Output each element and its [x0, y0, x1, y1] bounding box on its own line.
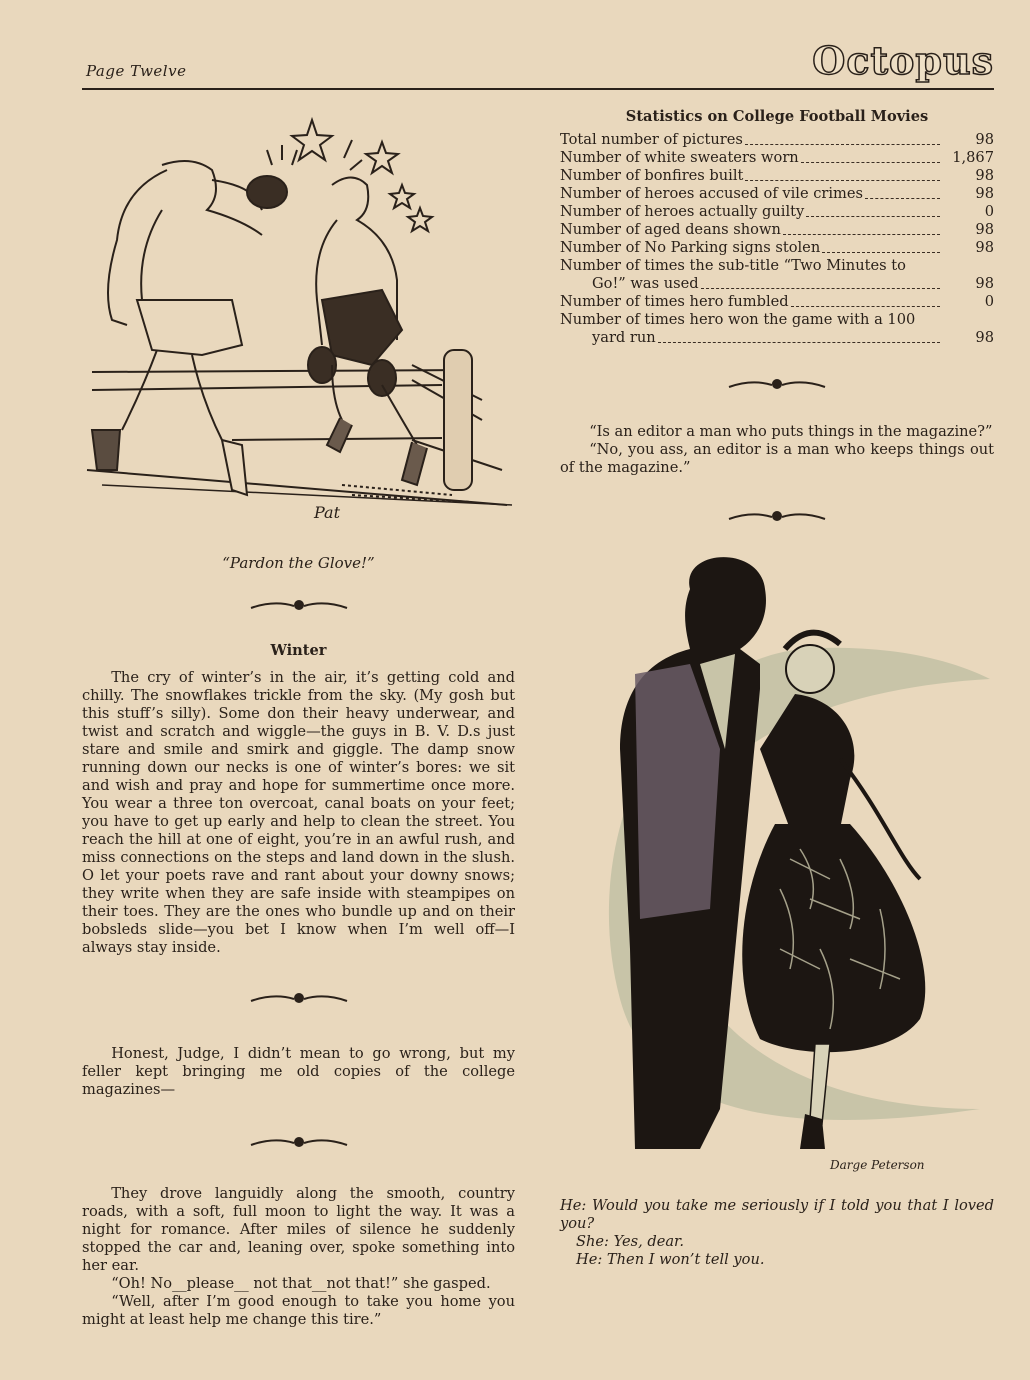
stats-label: Number of No Parking signs stolen	[560, 239, 821, 256]
stats-label: Number of bonfires built	[560, 167, 744, 184]
stats-title: Statistics on College Football Movies	[625, 108, 929, 125]
moon-couple-illustration	[560, 549, 994, 1189]
stats-value: 98	[975, 275, 994, 292]
stats-label: Number of times hero fumbled	[560, 293, 789, 310]
stats-label-continuation: Go!” was used	[592, 275, 699, 292]
stats-row-continuation	[560, 275, 994, 293]
page-label: Page Twelve	[86, 62, 187, 80]
ornament-divider	[727, 377, 827, 393]
stats-row	[560, 311, 994, 329]
stats-row-continuation	[560, 329, 994, 347]
stats-label: Number of white sweaters worn	[560, 149, 799, 166]
stats-table	[560, 131, 994, 347]
stats-row	[560, 167, 994, 185]
stats-label: Number of heroes accused of vile crimes	[560, 185, 864, 202]
stats-value: 98	[975, 221, 994, 238]
stats-row	[560, 293, 994, 311]
stats-label: Number of heroes actually guilty	[560, 203, 805, 220]
stats-label-continuation: yard run	[592, 329, 656, 346]
stats-row	[560, 221, 994, 239]
stats-label: Number of aged deans shown	[560, 221, 781, 238]
cartoon-signature: Pat	[314, 503, 341, 522]
stats-value: 98	[975, 329, 994, 346]
editor-question: “Is an editor a man who puts things in the magazine?”	[589, 423, 993, 440]
stats-label: Total number of pictures	[560, 131, 743, 148]
dialogue-line-3: He: Then I won’t tell you.	[576, 1251, 765, 1268]
cartoon-caption: “Pardon the Glove!”	[222, 554, 375, 572]
dialogue-line-1: He: Would you take me seriously if I told you that I loved you?	[560, 1197, 994, 1232]
stats-value: 0	[984, 293, 994, 310]
ornament-divider	[249, 598, 349, 614]
left-column	[82, 100, 515, 1329]
illustration-signature: Darge Peterson	[830, 1158, 925, 1172]
stats-label: Number of times the sub-title “Two Minutes to	[560, 257, 906, 274]
stats-row	[560, 239, 994, 257]
header-rule	[82, 88, 994, 90]
stats-row	[560, 149, 994, 167]
stats-row	[560, 131, 994, 149]
stats-label: Number of times hero won the game with a 100	[560, 311, 916, 328]
drive-paragraph-2: “Oh! No__please__ not that__not that!” she gasped.	[111, 1275, 491, 1292]
ornament-divider	[249, 991, 349, 1007]
stats-value: 98	[975, 185, 994, 202]
stats-value: 98	[975, 131, 994, 148]
judge-body: Honest, Judge, I didn’t mean to go wrong, but my feller kept bringing me old copies of the college magazines—	[82, 1045, 515, 1098]
boxing-cartoon	[82, 100, 515, 530]
stats-value: 98	[975, 239, 994, 256]
stats-value: 98	[975, 167, 994, 184]
stats-value: 1,867	[952, 149, 994, 166]
right-column	[560, 100, 994, 1269]
drive-paragraph-3: “Well, after I’m good enough to take you home you might at least help me change this tire.”	[82, 1293, 515, 1328]
winter-title: Winter	[270, 642, 327, 659]
stats-row	[560, 257, 994, 275]
masthead-title: Octopus	[812, 38, 994, 83]
stats-row	[560, 203, 994, 221]
winter-body: The cry of winter’s in the air, it’s getting cold and chilly. The snowflakes trickle from the sky. (My gosh but this stuff’s silly). Some don their heavy underwear, and twist and scratch and wiggle—the guys in B. V. D.s just stare and smile and smirk and giggle. The damp snow running down our necks is one of winter’s bores: we sit and wish and pray and hope for summertime once more. You wear a three ton overcoat, canal boats on your feet; you have to get up early and help to clean the street. You reach the hill at one of eight, you’re in an awful rush, and miss connections on the steps and land down in the slush. O let your poets rave and rant about your downy snows; they write when they are safe inside with steampipes on their toes. They are the ones who bundle up and on their bobsleds slide—you bet I know when I’m well off—I always stay inside.	[82, 669, 515, 956]
drive-paragraph-1: They drove languidly along the smooth, country roads, with a soft, full moon to light the way. It was a night for romance. After miles of silence he suddenly stopped the car and, leaning over, spoke something into her ear.	[82, 1185, 515, 1274]
ornament-divider	[249, 1135, 349, 1151]
editor-answer: “No, you ass, an editor is a man who keeps things out of the magazine.”	[560, 441, 994, 476]
ornament-divider	[727, 509, 827, 525]
stats-value: 0	[984, 203, 994, 220]
dialogue-line-2: She: Yes, dear.	[576, 1233, 685, 1250]
stats-row	[560, 185, 994, 203]
